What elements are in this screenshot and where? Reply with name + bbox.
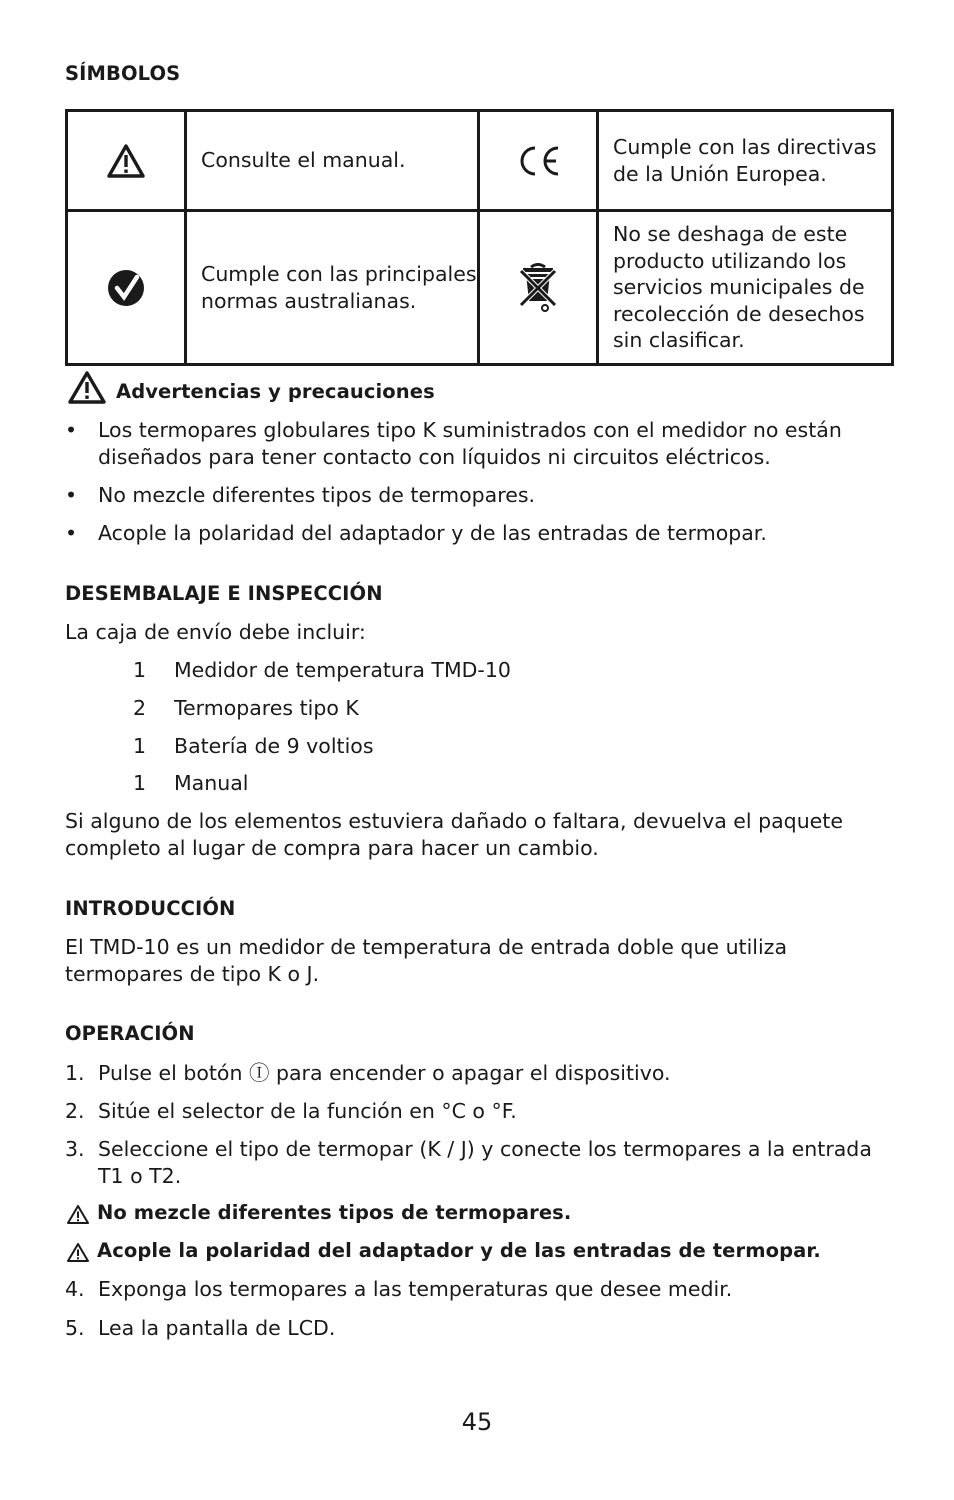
step-number: 5.	[65, 1316, 85, 1340]
power-icon: Ⓘ	[248, 1061, 270, 1085]
step-number: 4.	[65, 1277, 85, 1301]
step-text	[98, 1060, 898, 1087]
warnings-heading: Advertencias y precauciones	[116, 380, 435, 403]
item-name: Medidor de temperatura TMD-10	[174, 658, 511, 682]
unpacking-intro: La caja de envío debe incluir:	[65, 620, 366, 644]
step-text: Lea la pantalla de LCD.	[98, 1316, 336, 1340]
item-quantity: 2	[133, 696, 147, 720]
unpacking-note: Si alguno de los elementos estuviera dañado o faltara, devuelva el paquete completo al lugar de compra para hacer un cambio.	[65, 809, 843, 860]
bullet: •	[65, 418, 78, 442]
ce-mark-icon	[515, 144, 561, 178]
symbols-row	[67, 211, 893, 365]
step-number: 3.	[65, 1137, 85, 1161]
introduction-heading: INTRODUCCIÓN	[65, 897, 236, 920]
introduction-text: El TMD-10 es un medidor de temperatura de entrada doble que utiliza termopares de tipo K o J.	[65, 935, 788, 986]
item-quantity: 1	[133, 734, 147, 758]
unpacking-heading: DESEMBALAJE E INSPECCIÓN	[65, 582, 383, 605]
warning-triangle-icon	[67, 370, 107, 405]
symbol-cell	[67, 211, 186, 365]
symbol-cell	[479, 211, 598, 365]
step-text: Seleccione el tipo de termopar (K / J) y conecte los termopares a la entrada T1 o T2.	[98, 1137, 872, 1188]
caution-text: Acople la polaridad del adaptador y de las entradas de termopar.	[97, 1239, 821, 1262]
symbol-cell	[67, 111, 186, 211]
c-tick-mark-icon	[106, 268, 146, 308]
list-item	[65, 417, 891, 477]
symbols-row	[67, 111, 893, 211]
operation-heading: OPERACIÓN	[65, 1022, 195, 1045]
caution-text: No mezcle diferentes tipos de termopares.	[97, 1201, 572, 1224]
item-name: Termopares tipo K	[174, 696, 359, 720]
step-text: Exponga los termopares a las temperaturas que desee medir.	[98, 1277, 733, 1301]
warning-triangle-icon	[106, 143, 146, 179]
symbol-description: Cumple con las principales normas australianas.	[186, 211, 479, 365]
warning-triangle-icon	[66, 1242, 90, 1263]
crossed-bin-icon	[518, 261, 558, 315]
item-quantity: 1	[133, 658, 147, 682]
symbol-cell	[479, 111, 598, 211]
symbol-description: Consulte el manual.	[186, 111, 479, 211]
warning-triangle-icon	[66, 1204, 90, 1225]
step-number: 2.	[65, 1099, 85, 1123]
step-text-start: Pulse el botón	[98, 1061, 249, 1085]
warning-text: Acople la polaridad del adaptador y de las entradas de termopar.	[98, 521, 767, 545]
warning-text: No mezcle diferentes tipos de termopares.	[98, 483, 536, 507]
step-text-end: para encender o apagar el dispositivo.	[269, 1061, 671, 1085]
symbol-description: Cumple con las directivas de la Unión Europea.	[598, 111, 893, 211]
item-name: Manual	[174, 771, 249, 795]
symbols-table	[65, 109, 894, 366]
warning-text: Los termopares globulares tipo K suministrados con el medidor no están diseñados para tener contacto con líquidos ni circuitos eléctricos.	[98, 418, 842, 469]
item-name: Batería de 9 voltios	[174, 734, 374, 758]
item-quantity: 1	[133, 771, 147, 795]
bullet: •	[65, 521, 78, 545]
symbol-description: No se deshaga de este producto utilizando los servicios municipales de recolección de desechos sin clasificar.	[598, 211, 893, 365]
step-number: 1.	[65, 1061, 85, 1085]
page-number: 45	[461, 1408, 493, 1436]
step-text: Sitúe el selector de la función en °C o °F.	[98, 1099, 517, 1123]
bullet: •	[65, 483, 78, 507]
symbols-heading: SÍMBOLOS	[65, 62, 181, 85]
